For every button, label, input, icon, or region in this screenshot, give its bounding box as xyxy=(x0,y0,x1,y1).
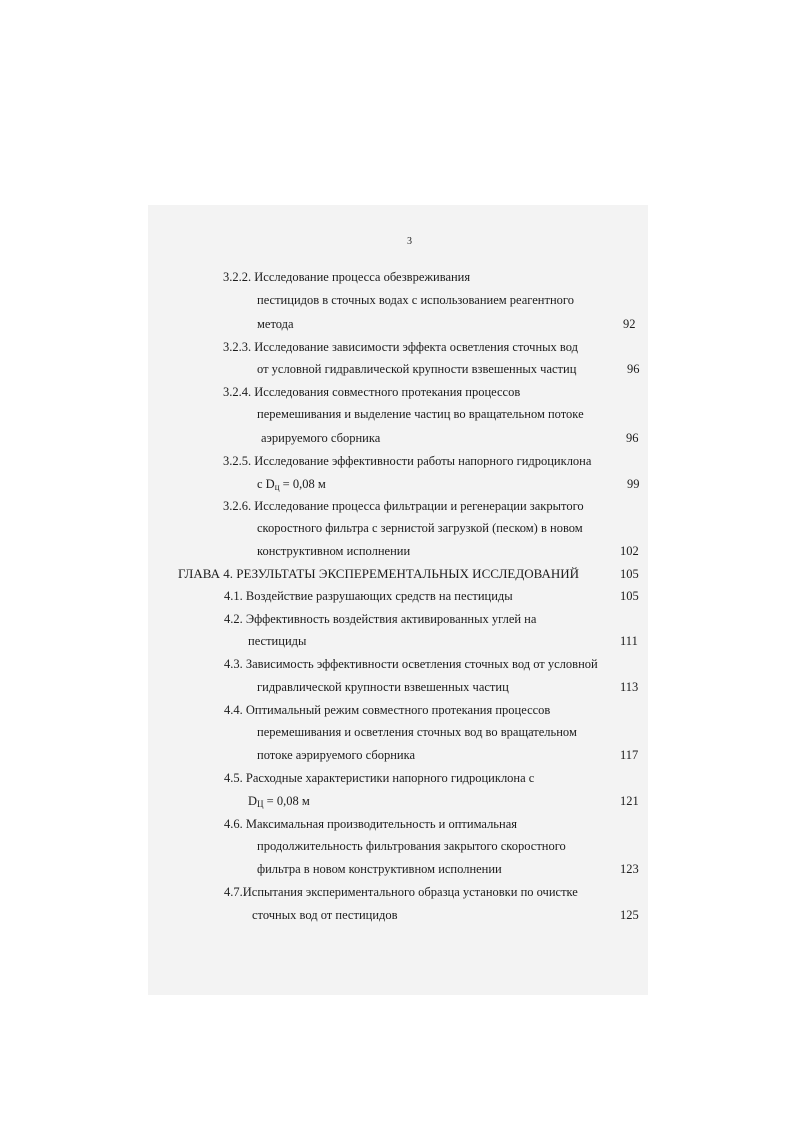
toc-entry-line: конструктивном исполнении xyxy=(257,544,411,558)
toc-page-number: 117 xyxy=(620,748,639,762)
toc-entry-line: фильтра в новом конструктивном исполнении xyxy=(257,862,502,876)
toc-entry-line: гидравлической крупности взвешенных частиц xyxy=(257,680,509,694)
toc-entry-line: 4.7.Испытания экспериментального образца установки по очистке xyxy=(224,885,578,899)
page-number: 3 xyxy=(407,236,412,247)
toc-entry-line: аэрируемого сборника xyxy=(261,431,381,445)
toc-entry-line: 4.2. Эффективность воздействия активированных углей на xyxy=(224,612,537,626)
toc-entry-line: 3.2.2. Исследование процесса обезвреживания xyxy=(223,270,471,284)
toc-entry-line: с $D_ц = 0,08$ м xyxy=(257,477,326,492)
toc-page-number: 105 xyxy=(620,589,639,603)
toc-entry-line: от условной гидравлической крупности взвешенных частиц xyxy=(257,362,577,376)
toc-page-number: 102 xyxy=(620,544,639,558)
toc-entry-line: 4.4. Оптимальный режим совместного протекания процессов xyxy=(224,703,551,717)
toc-page-number: 111 xyxy=(620,634,638,648)
toc-entry-line: 4.5. Расходные характеристики напорного гидроциклона с xyxy=(224,771,535,785)
toc-entry-line: перемешивания и выделение частиц во вращательном потоке xyxy=(257,407,584,421)
toc-entry-line: метода xyxy=(257,317,294,331)
toc-entry-line: 3.2.4. Исследования совместного протекания процессов xyxy=(223,385,521,399)
toc-entry-line: перемешивания и осветления сточных вод во вращательном xyxy=(257,725,577,739)
toc-page-number: 125 xyxy=(620,908,639,922)
toc-entry-line: 3.2.6. Исследование процесса фильтрации и регенерации закрытого xyxy=(223,499,584,513)
toc-page-number: 92 xyxy=(623,317,636,331)
toc-entry-line: $D_Ц = 0,08$ м xyxy=(248,794,310,809)
toc-page-number: 121 xyxy=(620,794,639,808)
toc-entry-line: 3.2.3. Исследование зависимости эффекта осветления сточных вод xyxy=(223,340,578,354)
toc-page-number: 105 xyxy=(620,567,639,581)
toc-entry-line: 4.3. Зависимость эффективности осветления сточных вод от условной xyxy=(224,657,598,671)
toc-page-number: 123 xyxy=(620,862,639,876)
toc-entry-line: пестициды xyxy=(248,634,307,648)
toc-entry-line: продолжительность фильтрования закрытого скоростного xyxy=(257,839,566,853)
toc-page-number: 96 xyxy=(626,431,639,445)
toc-entry-line: сточных вод от пестицидов xyxy=(252,908,398,922)
toc-entry-line: скоростного фильтра с зернистой загрузкой (песком) в новом xyxy=(257,521,583,535)
toc-page-number: 113 xyxy=(620,680,639,694)
toc-entry-line: пестицидов в сточных водах с использованием реагентного xyxy=(257,293,574,307)
toc-entry-line: потоке аэрируемого сборника xyxy=(257,748,416,762)
toc-page-number: 96 xyxy=(627,362,640,376)
toc-entry-line: 4.1. Воздействие разрушающих средств на пестициды xyxy=(224,589,513,603)
toc-page-number: 99 xyxy=(627,477,640,491)
toc-entry-line: 4.6. Максимальная производительность и оптимальная xyxy=(224,817,517,831)
toc-entry-line: 3.2.5. Исследование эффективности работы напорного гидроциклона xyxy=(223,454,592,468)
chapter-heading: ГЛАВА 4. РЕЗУЛЬТАТЫ ЭКСПЕРЕМЕНТАЛЬНЫХ ИССЛЕДОВАНИЙ xyxy=(178,566,580,581)
